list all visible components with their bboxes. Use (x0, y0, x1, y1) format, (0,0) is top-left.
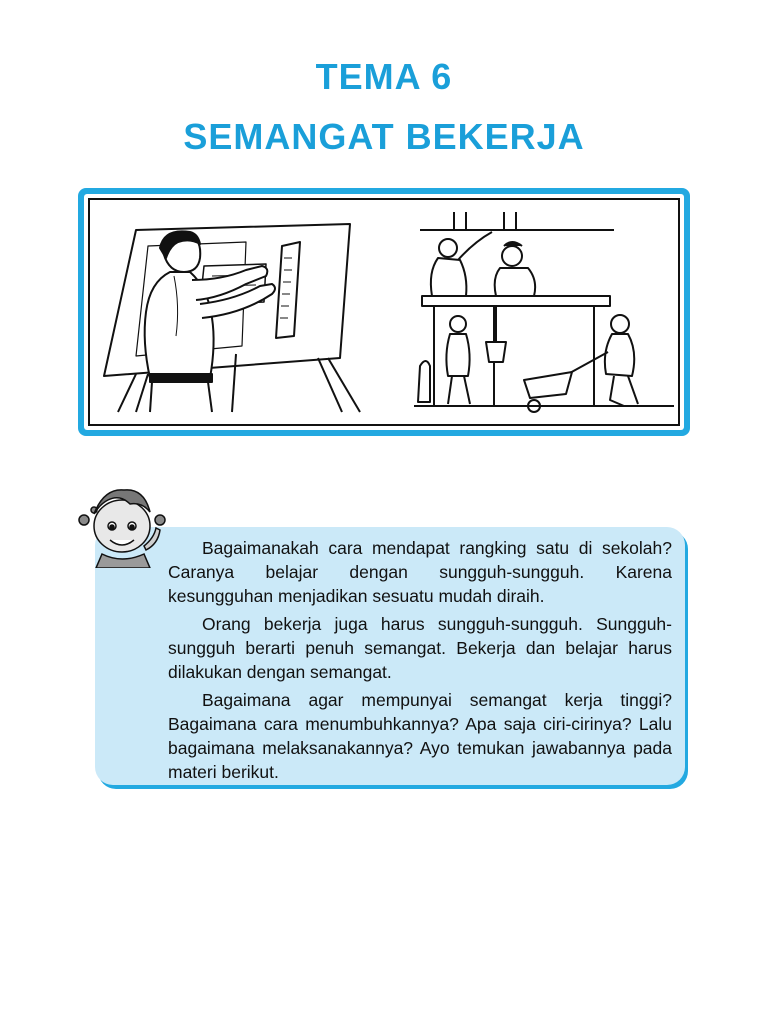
theme-title: SEMANGAT BEKERJA (183, 116, 585, 157)
construction-workers-illustration (414, 206, 678, 420)
smiling-boy-icon (74, 484, 174, 568)
intro-paragraph-3: Bagaimana agar mempunyai semangat kerja tinggi? Bagaimana cara menumbuhkannya? Apa saja ciri-cirinya? Lalu bagaimana melaksanakannya? Ayo temukan jawabannya pada materi berikut. (168, 690, 672, 782)
illustration-frame (78, 188, 690, 436)
theme-number: TEMA 6 (315, 56, 453, 97)
drafting-man-illustration (96, 206, 382, 420)
intro-text (168, 536, 672, 788)
intro-paragraph-1: Bagaimanakah cara mendapat rangking satu di sekolah? Caranya belajar dengan sungguh-sungguh. Karena kesungguhan menjadikan sesuatu mudah diraih. (168, 538, 672, 606)
intro-paragraph-2: Orang bekerja juga harus sungguh-sungguh. Sungguh-sungguh berarti penuh semangat. Bekerja dan belajar harus dilakukan dengan semangat. (168, 614, 672, 682)
